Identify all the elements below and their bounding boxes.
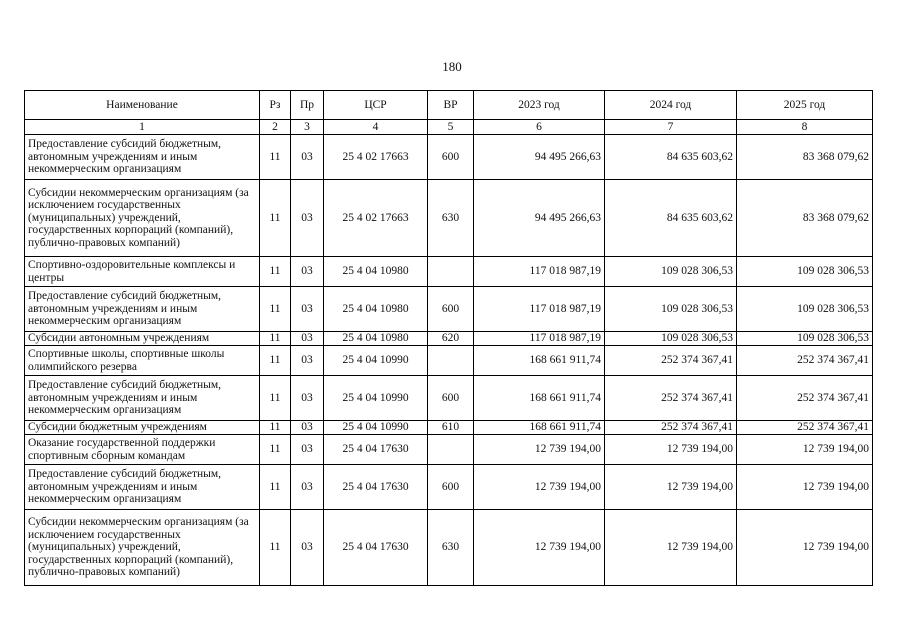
column-number: 3	[291, 120, 324, 135]
header-rz: Рз	[260, 91, 291, 120]
header-name: Наименование	[25, 91, 260, 120]
header-2024: 2024 год	[605, 91, 737, 120]
table-row	[25, 135, 873, 180]
row-rz: 11	[260, 421, 291, 435]
row-vr: 600	[428, 376, 474, 421]
row-vr: 600	[428, 135, 474, 180]
row-vr: 610	[428, 421, 474, 435]
header-2025: 2025 год	[737, 91, 873, 120]
column-number: 4	[324, 120, 428, 135]
table-row	[25, 346, 873, 376]
row-csr: 25 4 02 17663	[324, 135, 428, 180]
row-amount-2024: 252 374 367,41	[605, 376, 737, 421]
table-row	[25, 421, 873, 435]
row-amount-2025: 12 739 194,00	[737, 510, 873, 586]
header-row	[25, 91, 873, 120]
row-amount-2024: 84 635 603,62	[605, 180, 737, 257]
table-row	[25, 257, 873, 287]
row-name: Оказание государственной поддержки спортивным сборным командам	[25, 435, 260, 465]
table-row	[25, 510, 873, 586]
row-rz: 11	[260, 287, 291, 332]
row-vr	[428, 346, 474, 376]
row-name: Субсидии бюджетным учреждениям	[25, 421, 260, 435]
column-number: 7	[605, 120, 737, 135]
row-amount-2023: 12 739 194,00	[474, 465, 605, 510]
page-number: 180	[442, 59, 462, 74]
table-row	[25, 287, 873, 332]
row-csr: 25 4 04 17630	[324, 435, 428, 465]
row-amount-2024: 109 028 306,53	[605, 257, 737, 287]
row-name: Предоставление субсидий бюджетным, автономным учреждениям и иным некоммерческим организациям	[25, 135, 260, 180]
header-vr: ВР	[428, 91, 474, 120]
row-amount-2023: 12 739 194,00	[474, 435, 605, 465]
row-amount-2023: 117 018 987,19	[474, 332, 605, 346]
row-vr: 630	[428, 180, 474, 257]
row-amount-2025: 109 028 306,53	[737, 332, 873, 346]
row-name: Субсидии автономным учреждениям	[25, 332, 260, 346]
column-number: 2	[260, 120, 291, 135]
column-number: 5	[428, 120, 474, 135]
row-amount-2024: 109 028 306,53	[605, 332, 737, 346]
column-number: 8	[737, 120, 873, 135]
table-row	[25, 465, 873, 510]
row-csr: 25 4 04 10990	[324, 421, 428, 435]
row-rz: 11	[260, 135, 291, 180]
row-amount-2025: 252 374 367,41	[737, 376, 873, 421]
row-amount-2023: 94 495 266,63	[474, 135, 605, 180]
row-rz: 11	[260, 465, 291, 510]
row-amount-2024: 12 739 194,00	[605, 465, 737, 510]
row-rz: 11	[260, 257, 291, 287]
row-rz: 11	[260, 332, 291, 346]
row-rz: 11	[260, 180, 291, 257]
row-amount-2025: 83 368 079,62	[737, 135, 873, 180]
row-name: Предоставление субсидий бюджетным, автономным учреждениям и иным некоммерческим организациям	[25, 287, 260, 332]
row-name: Предоставление субсидий бюджетным, автономным учреждениям и иным некоммерческим организациям	[25, 465, 260, 510]
row-csr: 25 4 04 17630	[324, 465, 428, 510]
row-amount-2023: 94 495 266,63	[474, 180, 605, 257]
column-numbers-row	[25, 120, 873, 135]
row-pr: 03	[291, 332, 324, 346]
header-pr: Пр	[291, 91, 324, 120]
row-vr: 600	[428, 465, 474, 510]
row-pr: 03	[291, 257, 324, 287]
row-rz: 11	[260, 376, 291, 421]
table-row	[25, 376, 873, 421]
row-name: Субсидии некоммерческим организациям (за исключением государственных (муниципальных) учреждений, государственных корпораций (компаний), публично-правовых компаний)	[25, 510, 260, 586]
row-pr: 03	[291, 376, 324, 421]
row-pr: 03	[291, 135, 324, 180]
column-number: 6	[474, 120, 605, 135]
table-row	[25, 180, 873, 257]
column-number: 1	[25, 120, 260, 135]
row-csr: 25 4 04 10980	[324, 287, 428, 332]
row-csr: 25 4 04 10990	[324, 346, 428, 376]
row-name: Субсидии некоммерческим организациям (за исключением государственных (муниципальных) учреждений, государственных корпораций (компаний), публично-правовых компаний)	[25, 180, 260, 257]
row-csr: 25 4 04 10980	[324, 332, 428, 346]
row-rz: 11	[260, 510, 291, 586]
row-vr	[428, 435, 474, 465]
row-amount-2024: 252 374 367,41	[605, 346, 737, 376]
row-pr: 03	[291, 180, 324, 257]
row-vr: 600	[428, 287, 474, 332]
row-name: Спортивно-оздоровительные комплексы и центры	[25, 257, 260, 287]
row-amount-2025: 12 739 194,00	[737, 465, 873, 510]
table-row	[25, 332, 873, 346]
row-pr: 03	[291, 346, 324, 376]
row-vr	[428, 257, 474, 287]
row-pr: 03	[291, 510, 324, 586]
row-amount-2025: 109 028 306,53	[737, 257, 873, 287]
row-amount-2023: 117 018 987,19	[474, 257, 605, 287]
row-amount-2025: 12 739 194,00	[737, 435, 873, 465]
row-amount-2024: 12 739 194,00	[605, 510, 737, 586]
row-amount-2024: 252 374 367,41	[605, 421, 737, 435]
row-name: Спортивные школы, спортивные школы олимпийского резерва	[25, 346, 260, 376]
row-csr: 25 4 02 17663	[324, 180, 428, 257]
row-amount-2023: 168 661 911,74	[474, 421, 605, 435]
row-amount-2025: 252 374 367,41	[737, 421, 873, 435]
header-2023: 2023 год	[474, 91, 605, 120]
row-amount-2024: 12 739 194,00	[605, 435, 737, 465]
row-csr: 25 4 04 17630	[324, 510, 428, 586]
row-pr: 03	[291, 435, 324, 465]
row-amount-2023: 12 739 194,00	[474, 510, 605, 586]
row-amount-2025: 109 028 306,53	[737, 287, 873, 332]
row-amount-2023: 168 661 911,74	[474, 346, 605, 376]
row-pr: 03	[291, 421, 324, 435]
row-pr: 03	[291, 465, 324, 510]
row-amount-2023: 168 661 911,74	[474, 376, 605, 421]
row-rz: 11	[260, 346, 291, 376]
row-amount-2024: 109 028 306,53	[605, 287, 737, 332]
row-amount-2025: 83 368 079,62	[737, 180, 873, 257]
row-vr: 620	[428, 332, 474, 346]
budget-table	[24, 90, 873, 586]
row-name: Предоставление субсидий бюджетным, автономным учреждениям и иным некоммерческим организациям	[25, 376, 260, 421]
row-amount-2025: 252 374 367,41	[737, 346, 873, 376]
row-amount-2023: 117 018 987,19	[474, 287, 605, 332]
table-row	[25, 435, 873, 465]
row-pr: 03	[291, 287, 324, 332]
row-amount-2024: 84 635 603,62	[605, 135, 737, 180]
row-csr: 25 4 04 10980	[324, 257, 428, 287]
row-vr: 630	[428, 510, 474, 586]
header-csr: ЦСР	[324, 91, 428, 120]
row-rz: 11	[260, 435, 291, 465]
row-csr: 25 4 04 10990	[324, 376, 428, 421]
